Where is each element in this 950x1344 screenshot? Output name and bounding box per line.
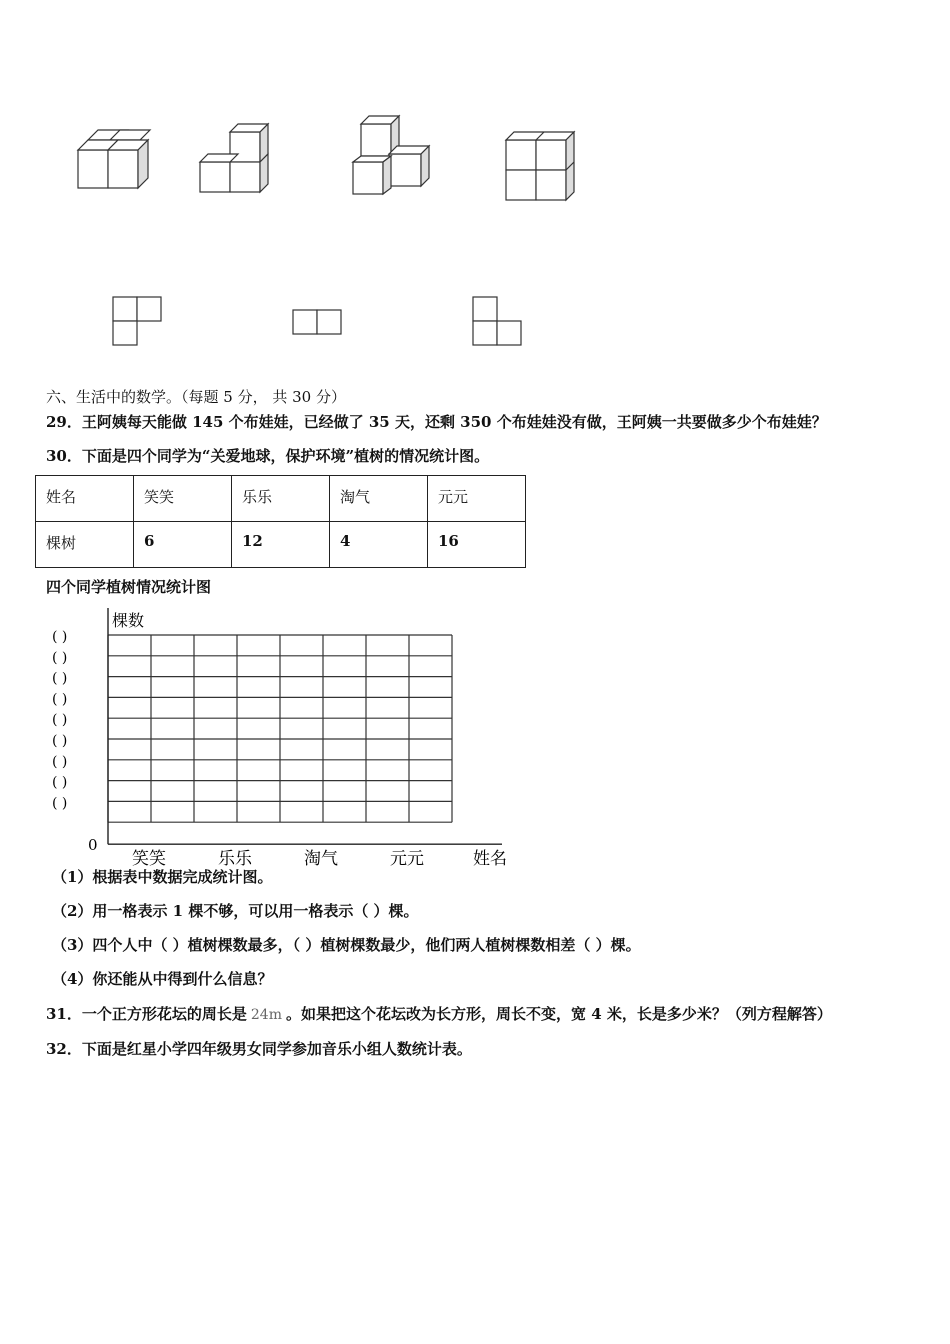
section-heading: 六、生活中的数学。（每题 5 分， 共 30 分） — [46, 388, 346, 406]
question-31-before: 31．一个正方形花坛的周长是 — [46, 1005, 247, 1023]
x-tick-label: 乐乐 — [218, 849, 252, 870]
sub-question-3: （3）四个人中（ ）植树棵数最多，（ ）植树棵数最少，他们两人植树棵数相差（ ）棵。 — [52, 936, 641, 954]
y-tick-label: ( ) — [52, 649, 68, 666]
cube-figure-4 — [506, 132, 574, 200]
table-cell: 淘气 — [330, 476, 428, 522]
sub-question-1: （1）根据表中数据完成统计图。 — [52, 868, 273, 886]
question-31-after: 。如果把这个花坛改为长方形，周长不变，宽 4 米，长是多少米？（列方程解答） — [285, 1005, 832, 1023]
y-tick-label: ( ) — [52, 774, 68, 791]
view-figures — [105, 292, 535, 352]
x-tick-label: 笑笑 — [132, 849, 166, 870]
view-figure-3 — [473, 297, 521, 345]
cube-figure-3 — [353, 116, 429, 194]
x-axis-label: 姓名 — [473, 849, 507, 870]
question-29: 29．王阿姨每天能做 145 个布娃娃，已经做了 35 天，还剩 350 个布娃娃没有做，王阿姨一共要做多少个布娃娃？ — [46, 413, 827, 431]
sub-question-4: （4）你还能从中得到什么信息？ — [52, 970, 273, 988]
table-row — [36, 476, 526, 522]
table-cell: 棵树 — [36, 522, 134, 568]
table-cell: 乐乐 — [232, 476, 330, 522]
tree-table — [35, 475, 526, 568]
y-axis-label: 棵数 — [112, 611, 145, 630]
question-31 — [46, 1003, 832, 1024]
table-row — [36, 522, 526, 568]
y-tick-label: ( ) — [52, 691, 68, 708]
question-30: 30．下面是四个同学为“关爱地球，保护环境”植树的情况统计图。 — [46, 447, 490, 465]
table-cell: 笑笑 — [134, 476, 232, 522]
view-figure-2 — [293, 310, 341, 334]
cube-figure-2 — [200, 124, 268, 192]
y-tick-label: ( ) — [52, 670, 68, 687]
bar-chart-grid — [40, 600, 520, 870]
table-cell: 16 — [428, 522, 526, 568]
cube-figures — [70, 110, 590, 210]
chart-title: 四个同学植树情况统计图 — [46, 578, 212, 596]
view-figure-1 — [113, 297, 161, 345]
origin-label: 0 — [88, 836, 98, 855]
table-cell: 4 — [330, 522, 428, 568]
y-tick-label: ( ) — [52, 733, 68, 749]
cube-figure-1 — [78, 130, 150, 188]
table-cell: 姓名 — [36, 476, 134, 522]
x-tick-label: 淘气 — [304, 849, 338, 870]
sub-question-2: （2）用一格表示 1 棵不够，可以用一格表示（ ）棵。 — [52, 902, 419, 920]
y-tick-label: ( ) — [52, 753, 68, 770]
table-cell: 6 — [134, 522, 232, 568]
y-tick-label: ( ) — [52, 795, 68, 812]
y-tick-label: ( ) — [52, 629, 68, 645]
perimeter-value: 24m — [250, 1007, 282, 1023]
question-32: 32．下面是红星小学四年级男女同学参加音乐小组人数统计表。 — [46, 1040, 472, 1058]
table-cell: 元元 — [428, 476, 526, 522]
y-tick-label: ( ) — [52, 712, 68, 729]
table-cell: 12 — [232, 522, 330, 568]
x-tick-label: 元元 — [390, 849, 424, 870]
